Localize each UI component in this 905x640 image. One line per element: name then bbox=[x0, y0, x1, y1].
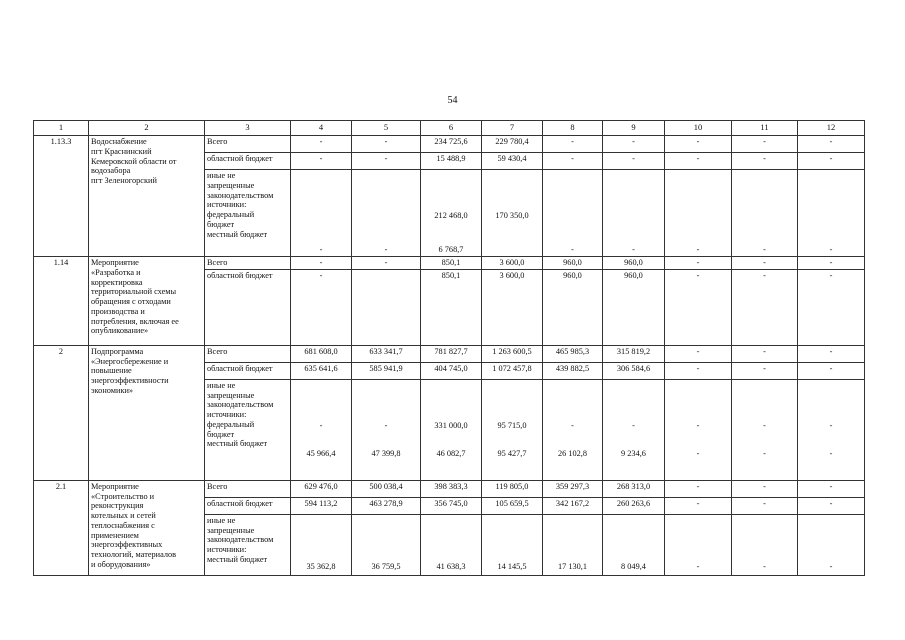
item-name-line: и оборудования» bbox=[91, 560, 151, 570]
value-cell bbox=[798, 379, 865, 480]
local-value: 47 399,8 bbox=[371, 449, 401, 458]
local-value: - bbox=[829, 245, 833, 255]
row-index: 1.14 bbox=[34, 257, 89, 346]
value-cell bbox=[352, 269, 421, 345]
local-value: 45 966,4 bbox=[306, 449, 336, 458]
value-cell bbox=[665, 170, 732, 257]
source-line: бюджет bbox=[207, 219, 235, 229]
item-name-line: Кемеровской области от bbox=[91, 156, 177, 166]
value-cell bbox=[352, 170, 421, 257]
value-cell bbox=[482, 514, 543, 575]
source-cell bbox=[205, 514, 291, 575]
header-cell: 6 bbox=[421, 121, 482, 136]
item-name-line: Подпрограмма bbox=[91, 346, 144, 356]
local-value: - bbox=[384, 245, 388, 255]
item-name-line: энергоэффективных bbox=[91, 540, 163, 550]
item-name-line: повышение bbox=[91, 366, 132, 376]
header-cell: 8 bbox=[543, 121, 603, 136]
value-cell: - bbox=[732, 497, 798, 514]
source-line: иные не bbox=[207, 515, 236, 525]
value-cell: 3 600,0 bbox=[482, 257, 543, 270]
local-value: - bbox=[763, 449, 766, 458]
source-cell: Всего bbox=[205, 257, 291, 270]
value-cell: - bbox=[603, 136, 665, 153]
value-cell: 594 113,2 bbox=[291, 497, 352, 514]
header-row bbox=[34, 121, 865, 136]
row-index: 2 bbox=[34, 345, 89, 480]
item-name-line: пгт Краснинский bbox=[91, 146, 152, 156]
value-cell: - bbox=[798, 269, 865, 345]
source-line: иные не bbox=[207, 380, 236, 390]
local-value: 36 759,5 bbox=[371, 562, 401, 571]
item-name bbox=[89, 480, 205, 575]
federal-value: 212 468,0 bbox=[434, 211, 468, 220]
federal-value: - bbox=[763, 420, 766, 430]
federal-value: - bbox=[632, 420, 635, 430]
source-cell: Всего bbox=[205, 480, 291, 497]
value-cell: - bbox=[732, 345, 798, 362]
value-cell: 229 780,4 bbox=[482, 136, 543, 153]
value-cell: 1 072 457,8 bbox=[482, 362, 543, 379]
row-index: 2.1 bbox=[34, 480, 89, 575]
header-cell: 5 bbox=[352, 121, 421, 136]
value-cell: 15 488,9 bbox=[421, 153, 482, 170]
header-cell: 9 bbox=[603, 121, 665, 136]
value-cell: - bbox=[352, 136, 421, 153]
value-cell: 463 278,9 bbox=[352, 497, 421, 514]
item-name bbox=[89, 257, 205, 346]
value-cell bbox=[543, 170, 603, 257]
value-cell: 105 659,5 bbox=[482, 497, 543, 514]
item-name-line: Водоснабжение bbox=[91, 137, 147, 146]
source-cell bbox=[205, 379, 291, 480]
value-cell bbox=[665, 379, 732, 480]
value-cell bbox=[603, 170, 665, 257]
value-cell: 500 038,4 bbox=[352, 480, 421, 497]
local-value: - bbox=[571, 245, 574, 255]
value-cell: 850,1 bbox=[421, 257, 482, 270]
source-line: бюджет bbox=[207, 429, 235, 439]
local-value: 6 768,7 bbox=[438, 245, 464, 255]
header-cell: 4 bbox=[291, 121, 352, 136]
header-cell: 11 bbox=[732, 121, 798, 136]
item-name-line: обращения с отходами bbox=[91, 297, 171, 307]
item-name-line: «Строительство и bbox=[91, 491, 155, 501]
local-value: - bbox=[829, 449, 833, 458]
item-name-line: территориальной схемы bbox=[91, 287, 177, 297]
local-value: 41 638,3 bbox=[436, 562, 466, 571]
item-name-line: технологий, материалов bbox=[91, 550, 177, 560]
value-cell bbox=[798, 170, 865, 257]
value-cell: 59 430,4 bbox=[482, 153, 543, 170]
value-cell: 306 584,6 bbox=[603, 362, 665, 379]
value-cell: 119 805,0 bbox=[482, 480, 543, 497]
value-cell bbox=[732, 514, 798, 575]
item-name-line: корректировка bbox=[91, 277, 143, 287]
header-cell: 3 bbox=[205, 121, 291, 136]
source-cell: Всего bbox=[205, 136, 291, 153]
item-name-line: Мероприятие bbox=[91, 258, 139, 267]
value-cell bbox=[291, 170, 352, 257]
value-cell: - bbox=[732, 153, 798, 170]
source-line: федеральный bbox=[207, 419, 255, 429]
value-cell bbox=[665, 514, 732, 575]
value-cell bbox=[543, 379, 603, 480]
value-cell: - bbox=[352, 257, 421, 270]
value-cell bbox=[421, 170, 482, 257]
value-cell: 585 941,9 bbox=[352, 362, 421, 379]
header-cell: 1 bbox=[34, 121, 89, 136]
value-cell: - bbox=[732, 362, 798, 379]
value-cell: - bbox=[665, 153, 732, 170]
local-value: 46 082,7 bbox=[436, 449, 466, 458]
value-cell: 234 725,6 bbox=[421, 136, 482, 153]
value-cell: 3 600,0 bbox=[482, 269, 543, 345]
value-cell: - bbox=[543, 136, 603, 153]
item-name-line: котельных и сетей bbox=[91, 511, 156, 521]
local-value: 14 145,5 bbox=[497, 562, 527, 571]
item-name-line: водозабора bbox=[91, 166, 131, 176]
table-row bbox=[34, 480, 865, 497]
table-row bbox=[34, 257, 865, 270]
source-line: запрещенные bbox=[207, 390, 255, 400]
value-cell bbox=[291, 379, 352, 480]
source-line: местный бюджет bbox=[207, 439, 268, 449]
source-line: иные не bbox=[207, 171, 236, 180]
value-cell: 960,0 bbox=[543, 257, 603, 270]
source-line: местный бюджет bbox=[207, 229, 268, 239]
item-name-line: Мероприятие bbox=[91, 481, 139, 491]
item-name-line: потребления, включая ее bbox=[91, 316, 179, 326]
source-line: законодательством bbox=[207, 190, 274, 200]
page-number: 54 bbox=[447, 95, 458, 106]
value-cell: 781 827,7 bbox=[421, 345, 482, 362]
item-name bbox=[89, 136, 205, 257]
value-cell: - bbox=[291, 269, 352, 345]
source-line: местный бюджет bbox=[207, 554, 268, 564]
item-name-line: реконструкция bbox=[91, 501, 144, 511]
federal-value: 95 715,0 bbox=[497, 420, 527, 430]
value-cell: 439 882,5 bbox=[543, 362, 603, 379]
value-cell: 633 341,7 bbox=[352, 345, 421, 362]
source-line: федеральный bbox=[207, 210, 255, 220]
federal-value: 331 000,0 bbox=[434, 420, 468, 430]
source-line: источники: bbox=[207, 410, 247, 420]
value-cell bbox=[421, 514, 482, 575]
value-cell: 681 608,0 bbox=[291, 345, 352, 362]
item-name-line: опубликование» bbox=[91, 326, 149, 336]
source-line: запрещенные bbox=[207, 525, 255, 535]
value-cell: - bbox=[291, 136, 352, 153]
value-cell: 960,0 bbox=[603, 269, 665, 345]
value-cell bbox=[291, 514, 352, 575]
local-value: 95 427,7 bbox=[497, 449, 527, 458]
budget-table bbox=[33, 120, 865, 576]
source-line: запрещенные bbox=[207, 180, 255, 190]
local-value: - bbox=[696, 245, 700, 255]
item-name bbox=[89, 345, 205, 480]
source-cell: областной бюджет bbox=[205, 497, 291, 514]
value-cell: - bbox=[798, 257, 865, 270]
value-cell bbox=[798, 514, 865, 575]
value-cell bbox=[732, 170, 798, 257]
value-cell: - bbox=[665, 362, 732, 379]
value-cell: 342 167,2 bbox=[543, 497, 603, 514]
value-cell: 635 641,6 bbox=[291, 362, 352, 379]
source-line: законодательством bbox=[207, 400, 274, 410]
item-name-line: применением bbox=[91, 530, 139, 540]
value-cell: - bbox=[291, 153, 352, 170]
source-cell: областной бюджет bbox=[205, 362, 291, 379]
value-cell bbox=[482, 379, 543, 480]
table-row bbox=[34, 345, 865, 362]
value-cell: 960,0 bbox=[543, 269, 603, 345]
local-value: - bbox=[696, 449, 700, 458]
header-cell: 12 bbox=[798, 121, 865, 136]
header-cell: 7 bbox=[482, 121, 543, 136]
local-value: 17 130,1 bbox=[557, 562, 588, 571]
local-value: 35 362,8 bbox=[306, 562, 336, 571]
local-value: - bbox=[763, 562, 766, 571]
federal-value: - bbox=[696, 420, 700, 430]
header-cell: 10 bbox=[665, 121, 732, 136]
value-cell: - bbox=[798, 362, 865, 379]
value-cell: - bbox=[798, 153, 865, 170]
value-cell: - bbox=[291, 257, 352, 270]
item-name-line: экономики» bbox=[91, 385, 134, 395]
value-cell: - bbox=[665, 257, 732, 270]
federal-value: - bbox=[829, 420, 833, 430]
value-cell: - bbox=[732, 480, 798, 497]
value-cell: 398 383,3 bbox=[421, 480, 482, 497]
value-cell: - bbox=[798, 480, 865, 497]
value-cell bbox=[603, 379, 665, 480]
value-cell: 1 263 600,5 bbox=[482, 345, 543, 362]
value-cell: - bbox=[732, 269, 798, 345]
header-cell: 2 bbox=[89, 121, 205, 136]
value-cell: - bbox=[798, 136, 865, 153]
source-cell: областной бюджет bbox=[205, 153, 291, 170]
value-cell bbox=[352, 514, 421, 575]
value-cell: - bbox=[798, 345, 865, 362]
row-index: 1.13.3 bbox=[34, 136, 89, 257]
local-value: 8 049,4 bbox=[621, 562, 646, 571]
value-cell: - bbox=[798, 497, 865, 514]
item-name-line: производства и bbox=[91, 306, 145, 316]
value-cell: - bbox=[603, 153, 665, 170]
local-value: - bbox=[319, 245, 323, 255]
value-cell: - bbox=[665, 136, 732, 153]
source-cell: Всего bbox=[205, 345, 291, 362]
item-name-line: энергоэффективности bbox=[91, 376, 169, 386]
value-cell: - bbox=[732, 257, 798, 270]
value-cell: - bbox=[543, 153, 603, 170]
value-cell bbox=[482, 170, 543, 257]
value-cell: 315 819,2 bbox=[603, 345, 665, 362]
value-cell bbox=[352, 379, 421, 480]
source-cell: областной бюджет bbox=[205, 269, 291, 345]
table-row bbox=[34, 136, 865, 153]
federal-value: 170 350,0 bbox=[495, 211, 529, 220]
value-cell bbox=[421, 379, 482, 480]
local-value: - bbox=[632, 245, 635, 255]
local-value: - bbox=[696, 562, 700, 571]
source-line: источники: bbox=[207, 200, 247, 210]
value-cell bbox=[732, 379, 798, 480]
value-cell: 359 297,3 bbox=[543, 480, 603, 497]
federal-value: - bbox=[571, 420, 574, 430]
value-cell: - bbox=[665, 497, 732, 514]
value-cell: 465 985,3 bbox=[543, 345, 603, 362]
item-name-line: теплоснабжения с bbox=[91, 520, 155, 530]
local-value: - bbox=[829, 562, 833, 571]
federal-value: - bbox=[319, 420, 323, 430]
value-cell: - bbox=[665, 269, 732, 345]
value-cell: 356 745,0 bbox=[421, 497, 482, 514]
value-cell: - bbox=[665, 480, 732, 497]
value-cell: 629 476,0 bbox=[291, 480, 352, 497]
value-cell: - bbox=[665, 345, 732, 362]
value-cell: 260 263,6 bbox=[603, 497, 665, 514]
value-cell: 960,0 bbox=[603, 257, 665, 270]
item-name-line: пгт Зеленогорский bbox=[91, 176, 157, 186]
local-value: - bbox=[763, 245, 766, 255]
source-cell bbox=[205, 170, 291, 257]
item-name-line: «Энергосбережение и bbox=[91, 356, 169, 366]
value-cell: 850,1 bbox=[421, 269, 482, 345]
value-cell: 404 745,0 bbox=[421, 362, 482, 379]
value-cell: - bbox=[732, 136, 798, 153]
federal-value: - bbox=[384, 420, 388, 430]
item-name-line: «Разработка и bbox=[91, 267, 141, 277]
source-line: законодательством bbox=[207, 535, 274, 545]
local-value: 9 234,6 bbox=[621, 449, 646, 458]
value-cell bbox=[603, 514, 665, 575]
source-line: источники: bbox=[207, 545, 247, 555]
value-cell: - bbox=[352, 153, 421, 170]
value-cell bbox=[543, 514, 603, 575]
value-cell: 268 313,0 bbox=[603, 480, 665, 497]
local-value: 26 102,8 bbox=[557, 449, 588, 458]
